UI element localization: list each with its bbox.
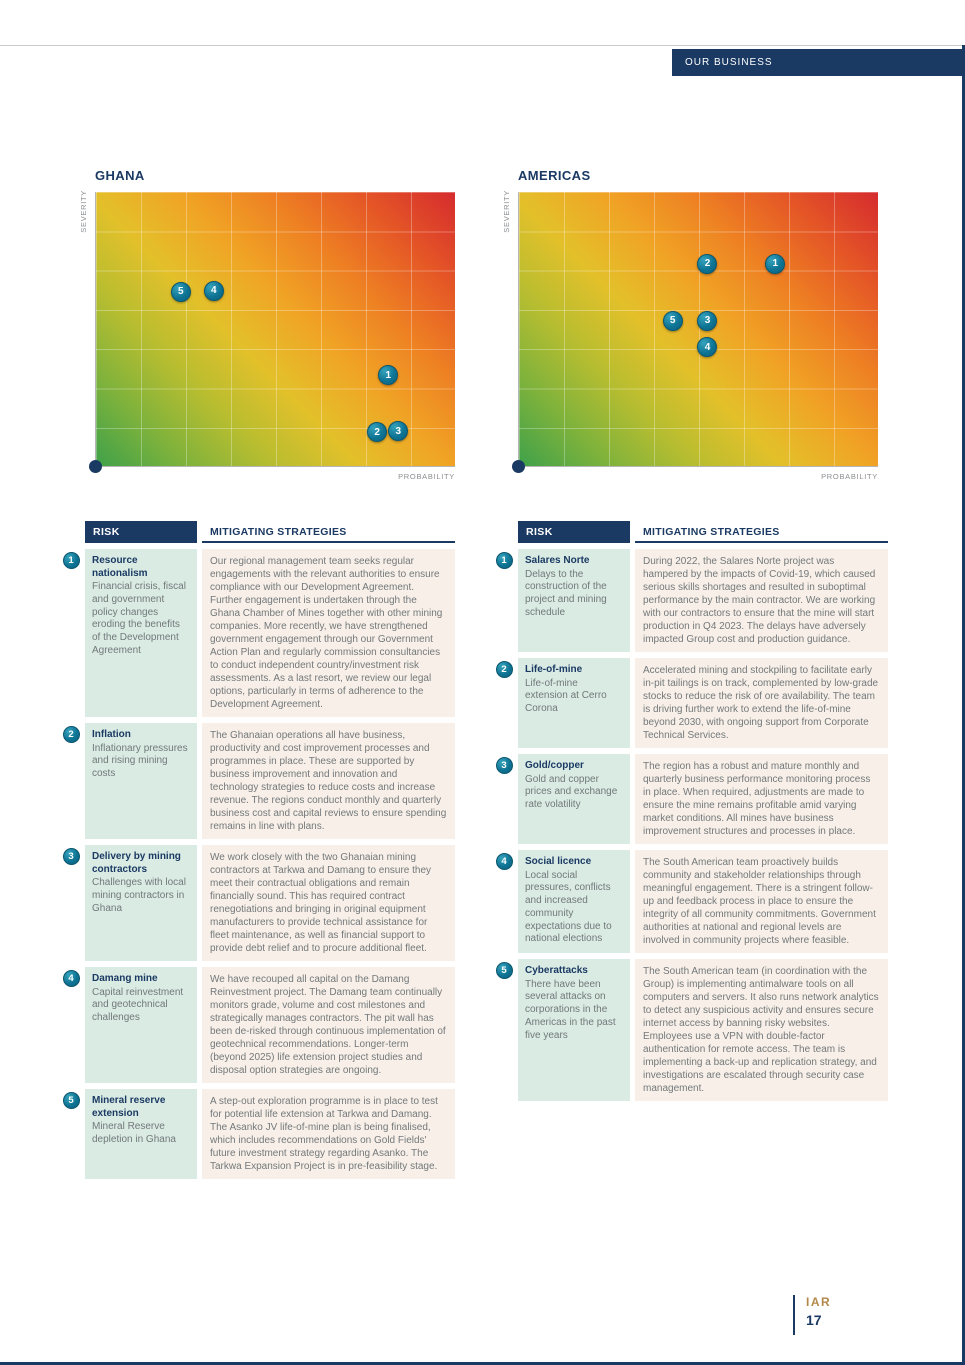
risk-cell	[518, 658, 630, 748]
risk-cell	[85, 845, 197, 961]
risk-title: Social licence	[525, 856, 592, 867]
x-axis-label: PROBABILITY	[398, 472, 455, 481]
table-rows	[57, 549, 455, 1179]
table-header	[490, 521, 888, 543]
risk-column-header: RISK	[85, 521, 197, 543]
risk-marker-2: 2	[367, 422, 387, 442]
mitigation-cell: Our regional management team seeks regular engagements with the relevant authorities to ensure compliance with our Development Agreement. Further engagement is undertaken through the Ghana Chamber of Mines together with other mining companies. More recently, we have strengthened government engagement through our Government Action Plan and regularly commission consultancies to conduct independent country/investment risk assessments. As a last resort, we review our legal options, particularly in terms of adherence to the Development Agreement.	[202, 549, 455, 717]
ghana-heatmap-chart	[79, 168, 455, 481]
risk-marker-3: 3	[388, 421, 408, 441]
risk-number-badge: 4	[496, 853, 513, 870]
risk-title: Inflation	[92, 729, 131, 740]
mitigation-cell: A step-out exploration programme is in place to test for potential life extension at Tarkwa and Damang. The Asanko JV life-of-mine plan is being finalised, which includes recommendations on Gold Fields' future investment strategy regarding Asanko. The Tarkwa Expansion Project is in pre-feasibility stage.	[202, 1089, 455, 1179]
chart-title: AMERICAS	[518, 168, 591, 183]
section-label: OUR BUSINESS	[685, 57, 773, 68]
risk-marker-1: 1	[378, 365, 398, 385]
risk-number-cell	[490, 658, 518, 748]
risk-number-cell	[490, 850, 518, 953]
chart-title: GHANA	[95, 168, 145, 183]
risk-number-cell	[490, 754, 518, 844]
mitigation-cell: The region has a robust and mature monthly and quarterly business performance monitoring process in place. When required, adjustments are made to ensure the mine remains profitable amid varying market conditions. All mines have business improvement structures and processes in place.	[635, 754, 888, 844]
risk-number-cell	[490, 959, 518, 1101]
mitigation-cell: Accelerated mining and stockpiling to facilitate early in-pit tailings is on track, complemented by low-grade stocks to reduce the risk of ore availability. The team is driving further work to extend the life-of-mine beyond 2030, with ongoing support from Corporate Technical Services.	[635, 658, 888, 748]
risk-number-badge: 2	[496, 661, 513, 678]
risk-title: Resource nationalism	[92, 555, 148, 579]
risk-number-cell	[57, 1089, 85, 1179]
risk-number-badge: 5	[63, 1092, 80, 1109]
mitigation-cell: The Ghanaian operations all have business, productivity and cost improvement processes and programmes in place. These are supported by business improvement and innovation and technology strategies to reduce costs and increase revenue. The regions conduct monthly and quarterly business cost and capital reviews to ensure spending remains in line with plans.	[202, 723, 455, 839]
risk-description: Local social pressures, conflicts and increased community expectations due to national elections	[525, 869, 612, 945]
table-row	[490, 850, 888, 953]
table-row	[490, 959, 888, 1101]
risk-number-cell	[57, 845, 85, 961]
report-abbreviation: IAR	[806, 1295, 832, 1309]
risk-number-badge: 3	[496, 757, 513, 774]
chart-box	[502, 190, 878, 481]
risk-title: Salares Norte	[525, 555, 590, 566]
heatmap-area	[518, 192, 878, 467]
risk-marker-4: 4	[204, 281, 224, 301]
risk-number-cell	[490, 549, 518, 652]
number-column-spacer	[490, 521, 518, 543]
risk-cell	[518, 549, 630, 652]
risk-description: Mineral Reserve depletion in Ghana	[92, 1121, 176, 1145]
footer-divider	[793, 1295, 795, 1335]
risk-number-badge: 5	[496, 962, 513, 979]
table-row	[57, 549, 455, 717]
risk-marker-4: 4	[697, 337, 717, 357]
risk-number-badge: 1	[496, 552, 513, 569]
mitigation-cell: During 2022, the Salares Norte project was hampered by the impacts of Covid-19, which caused serious skills shortages and resulted in suboptimal performance by the main contractor. We are working with our contractors to ensure that the mine will start production in Q4 2023. The delays have adversely impacted Group cost and production guidance.	[635, 549, 888, 652]
americas-heatmap-chart	[502, 168, 878, 481]
page-footer	[793, 1295, 831, 1335]
risk-number-badge: 1	[63, 552, 80, 569]
risk-title: Gold/copper	[525, 760, 584, 771]
risk-description: There have been several attacks on corporations in the Americas in the past five years	[525, 978, 616, 1041]
risk-description: Challenges with local mining contractors in Ghana	[92, 877, 186, 914]
risk-number-cell	[57, 723, 85, 839]
table-row	[57, 967, 455, 1083]
risk-description: Capital reinvestment and geotechnical challenges	[92, 986, 184, 1024]
risk-number-cell	[57, 967, 85, 1083]
table-row	[490, 549, 888, 652]
risk-cell	[85, 967, 197, 1083]
chart-box	[79, 190, 455, 481]
page-number: 17	[806, 1312, 822, 1328]
table-header	[57, 521, 455, 543]
table-row	[57, 845, 455, 961]
section-banner	[672, 49, 965, 76]
risk-cell	[518, 959, 630, 1101]
origin-dot	[89, 460, 102, 473]
mitigation-cell: We work closely with the two Ghanaian mining contractors at Tarkwa and Damang to ensure they meet their contractual obligations and remain financially sound. This has required contract renegotiations and bringing in original equipment manufacturers to provide technical assistance for fleet maintenance, as well as financial support to provide debt relief and to procure additional fleet.	[202, 845, 455, 961]
y-axis-label: SEVERITY	[79, 190, 88, 233]
risk-description: Inflationary pressures and rising mining costs	[92, 742, 188, 780]
risk-marker-5: 5	[663, 311, 683, 331]
mitigation-cell: The South American team (in coordination with the Group) is implementing antimalware tools on all computers and servers. It also runs network analytics to detect any suspicious activity and ensures secure internet access by banning risky websites. Employees use a VPN with double-factor authentication for remote access. The team is implementing a back-up and replication strategy, and investigations are escalated through security case management.	[635, 959, 888, 1101]
x-axis-label: PROBABILITY	[821, 472, 878, 481]
risk-description: Delays to the construction of the project and mining schedule	[525, 568, 607, 618]
risk-title: Mineral reserve extension	[92, 1095, 166, 1119]
americas-risk-table	[490, 521, 888, 1101]
risk-title: Cyberattacks	[525, 965, 588, 976]
risk-title: Damang mine	[92, 973, 158, 984]
footer-text	[806, 1295, 831, 1335]
mitigating-column-header: MITIGATING STRATEGIES	[635, 521, 888, 543]
risk-cell	[518, 850, 630, 953]
heatmap-area	[95, 192, 455, 467]
risk-cell	[85, 549, 197, 717]
table-rows	[490, 549, 888, 1101]
table-row	[490, 754, 888, 844]
risk-marker-1: 1	[765, 254, 785, 274]
risk-description: Life-of-mine extension at Cerro Corona	[525, 677, 607, 715]
mitigation-cell: We have recouped all capital on the Damang Reinvestment project. The Damang team continually monitors grade, volume and cost milestones and strategically manages contractors. The pit wall has been de-risked through continuous implementation of geotechnical recommendations. Longer-term (beyond 2025) life extension project studies and disposal option strategies are ongoing.	[202, 967, 455, 1083]
risk-marker-2: 2	[697, 254, 717, 274]
risk-number-cell	[57, 549, 85, 717]
risk-marker-5: 5	[171, 282, 191, 302]
risk-description: Gold and copper prices and exchange rate volatility	[525, 773, 618, 811]
risk-number-badge: 2	[63, 726, 80, 743]
table-row	[57, 723, 455, 839]
top-divider	[0, 45, 965, 46]
risk-title: Life-of-mine	[525, 664, 583, 675]
table-row	[490, 658, 888, 748]
risk-number-badge: 3	[63, 848, 80, 865]
risk-cell	[85, 1089, 197, 1179]
risk-cell	[85, 723, 197, 839]
risk-number-badge: 4	[63, 970, 80, 987]
origin-dot	[512, 460, 525, 473]
y-axis-label: SEVERITY	[502, 190, 511, 233]
risk-column-header: RISK	[518, 521, 630, 543]
mitigating-column-header: MITIGATING STRATEGIES	[202, 521, 455, 543]
ghana-risk-table	[57, 521, 455, 1179]
mitigation-cell: The South American team proactively builds community and stakeholder relationships through meaningful engagement. There is a stringent follow-up and feedback process in place to ensure the integrity of all community commitments. Government authorities at national and regional levels are involved in community projects where feasible.	[635, 850, 888, 953]
risk-marker-3: 3	[697, 311, 717, 331]
number-column-spacer	[57, 521, 85, 543]
risk-description: Financial crisis, fiscal and government policy changes eroding the benefits of the Development Agreement	[92, 581, 186, 656]
risk-cell	[518, 754, 630, 844]
risk-title: Delivery by mining contractors	[92, 851, 181, 875]
table-row	[57, 1089, 455, 1179]
